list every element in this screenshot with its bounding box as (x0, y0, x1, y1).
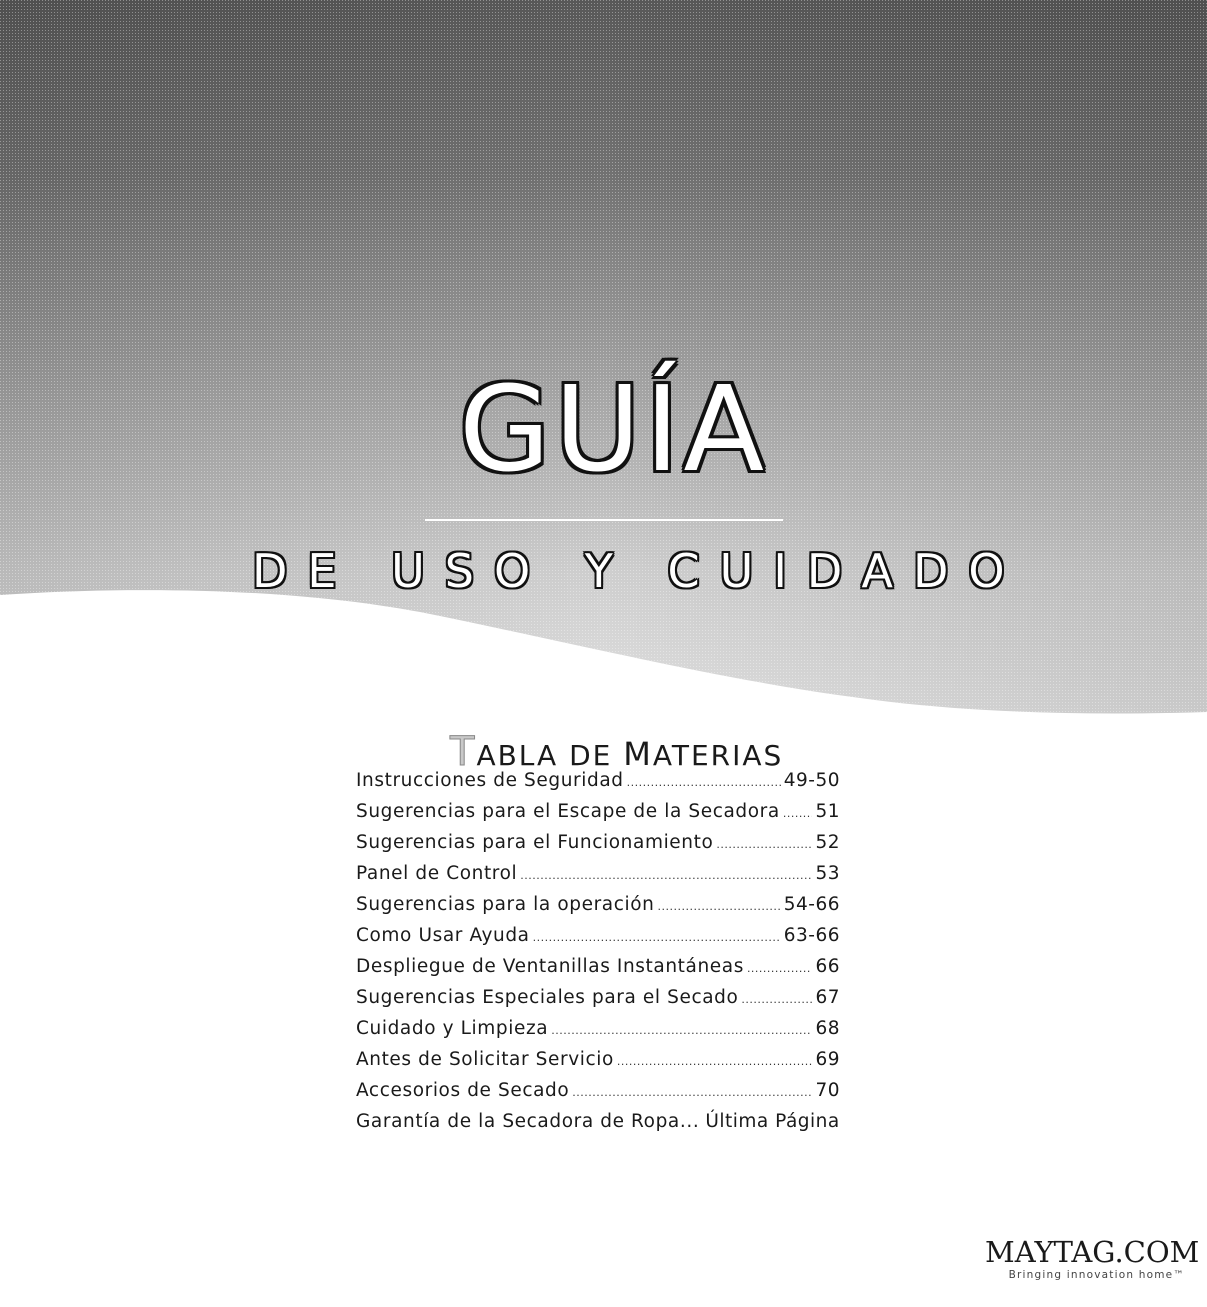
toc-item (356, 765, 840, 796)
toc-item-page: 54-66 (783, 894, 840, 915)
brand-tagline: Bringing innovation home™ (1008, 1269, 1185, 1281)
toc-item (356, 796, 840, 827)
toc-item (356, 1013, 840, 1044)
cover-title: GUÍA (458, 360, 769, 498)
toc-item-label: Cuidado y Limpieza (356, 1018, 549, 1039)
toc-item-label: Como Usar Ayuda (356, 925, 530, 946)
toc-item (356, 951, 840, 982)
toc-leader-dots (716, 829, 812, 860)
toc-item (356, 1106, 840, 1137)
toc-leader-dots (520, 860, 812, 891)
toc-item-page: 66 (815, 956, 840, 977)
toc-leader-dots (747, 953, 813, 984)
toc-list (356, 765, 840, 1137)
toc-heading-part2: ATERIAS (652, 739, 784, 772)
toc-heading-cap: M (623, 735, 653, 773)
toc-item (356, 858, 840, 889)
toc-item (356, 827, 840, 858)
toc-item-page: 52 (815, 832, 840, 853)
toc-item (356, 1075, 840, 1106)
toc-leader-dots (783, 798, 813, 829)
toc-leader-dots (741, 984, 812, 1015)
cover-subtitle: DE USO Y CUIDADO (252, 544, 1025, 598)
toc-heading-part1: ABLA DE (476, 739, 624, 772)
toc-item-page: 70 (815, 1080, 840, 1101)
toc-item-page: 63-66 (783, 925, 840, 946)
title-divider (425, 519, 783, 521)
toc-leader-dots (617, 1046, 813, 1077)
toc-item (356, 982, 840, 1013)
toc-item (356, 1044, 840, 1075)
toc-item-label: Panel de Control (356, 863, 518, 884)
toc-item-label: Instrucciones de Seguridad (356, 770, 624, 791)
toc-leader-dots (551, 1015, 812, 1046)
toc-item (356, 920, 840, 951)
brand-block (985, 1235, 1200, 1282)
toc-item-label: Garantía de la Secadora de Ropa... (356, 1111, 700, 1132)
toc-item-page: 49-50 (783, 770, 840, 791)
toc-item-label: Sugerencias para el Escape de la Secadora (356, 801, 780, 822)
toc-item (356, 889, 840, 920)
toc-item-page: 68 (815, 1018, 840, 1039)
toc-item-label: Antes de Solicitar Servicio (356, 1049, 614, 1070)
toc-item-label: Sugerencias para la operación (356, 894, 655, 915)
brand-logo-text: MAYTAG.COM (985, 1235, 1200, 1269)
toc-item-page: 53 (815, 863, 840, 884)
toc-heading-initial: T (450, 729, 477, 775)
toc-leader-dots (627, 767, 781, 798)
toc-item-label: Accesorios de Secado (356, 1080, 570, 1101)
toc-item-page: 69 (815, 1049, 840, 1070)
toc-item-page: 67 (815, 987, 840, 1008)
toc-leader-dots (657, 891, 780, 922)
toc-leader-dots (533, 922, 781, 953)
toc-item-page: Última Página (705, 1111, 840, 1132)
toc-item-page: 51 (815, 801, 840, 822)
toc-item-label: Sugerencias para el Funcionamiento (356, 832, 714, 853)
toc-item-label: Despliegue de Ventanillas Instantáneas (356, 956, 744, 977)
toc-item-label: Sugerencias Especiales para el Secado (356, 987, 739, 1008)
toc-leader-dots (572, 1077, 812, 1108)
